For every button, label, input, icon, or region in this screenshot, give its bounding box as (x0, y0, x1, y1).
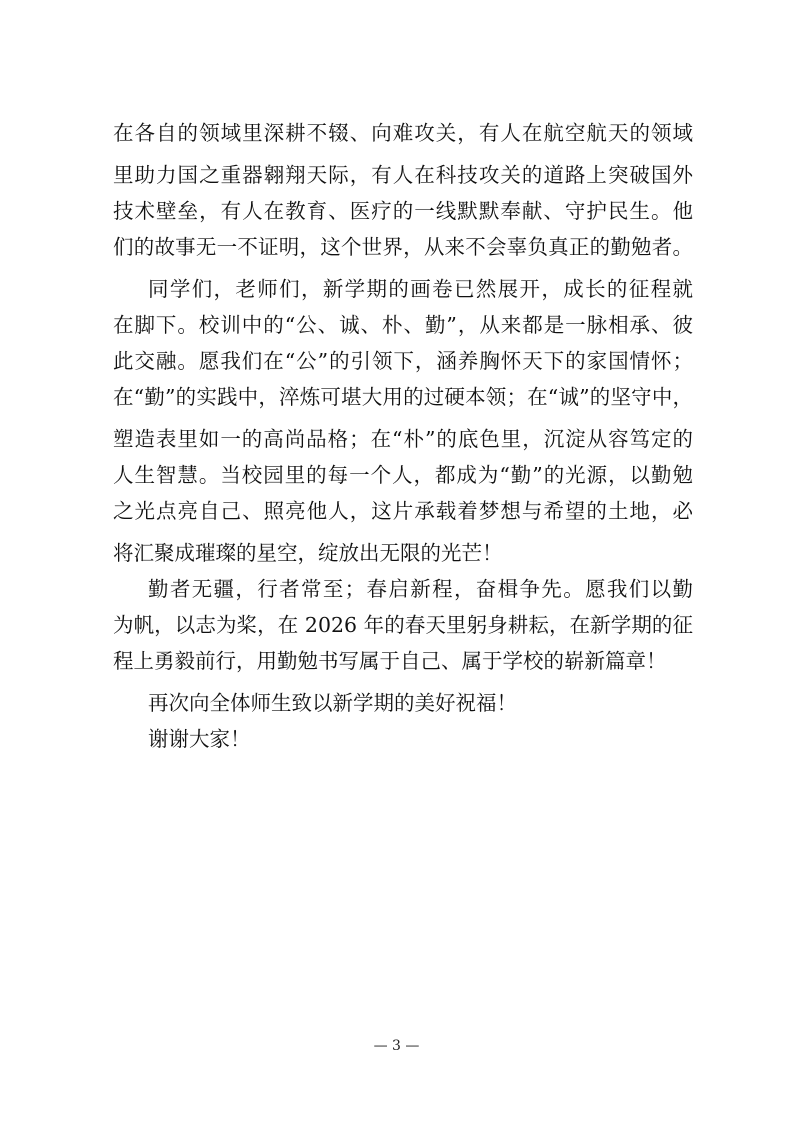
paragraph-3-line-2: 为帆，以志为桨，在 2026 年的春天里躬身耕耘，在新学期的征 (113, 613, 693, 637)
paragraph-2-line-7: 之光点亮自己、照亮他人，这片承载着梦想与希望的土地，必 (113, 499, 693, 523)
paragraph-2-line-4: 在“勤”的实践中，淬炼可堪大用的过硬本领；在“诚”的坚守中， (113, 385, 693, 409)
paragraph-2-line-6: 人生智慧。当校园里的每一个人，都成为“勤”的光源，以勤勉 (113, 463, 693, 487)
paragraph-1-line-2: 里助力国之重器翱翔天际，有人在科技攻关的道路上突破国外 (113, 163, 693, 187)
paragraph-2-line-2: 在脚下。校训中的“公、诚、朴、勤”，从来都是一脉相承、彼 (113, 313, 693, 337)
paragraph-2-line-1: 同学们，老师们，新学期的画卷已然展开，成长的征程就 (148, 277, 693, 301)
paragraph-2-line-3: 此交融。愿我们在“公”的引领下，涵养胸怀天下的家国情怀； (113, 349, 693, 373)
paragraph-4-line-1: 再次向全体师生致以新学期的美好祝福！ (148, 691, 517, 715)
paragraph-1-line-4: 们的故事无一不证明，这个世界，从来不会辜负真正的勤勉者。 (113, 235, 693, 259)
paragraph-3-line-3: 程上勇毅前行，用勤勉书写属于自己、属于学校的崭新篇章！ (113, 649, 667, 673)
paragraph-2-line-8: 将汇聚成璀璨的星空，绽放出无限的光芒！ (113, 541, 503, 565)
paragraph-1-line-3: 技术壁垒，有人在教育、医疗的一线默默奉献、守护民生。他 (113, 199, 693, 223)
paragraph-5-line-1: 谢谢大家！ (148, 727, 251, 751)
page-number: — 3 — (373, 1038, 420, 1054)
paragraph-3-line-1: 勤者无疆，行者常至；春启新程，奋楫争先。愿我们以勤 (148, 577, 693, 601)
paragraph-2-line-5: 塑造表里如一的高尚品格；在“朴”的底色里，沉淀从容笃定的 (113, 427, 693, 451)
paragraph-1-line-1: 在各自的领域里深耕不辍、向难攻关，有人在航空航天的领域 (113, 121, 693, 145)
